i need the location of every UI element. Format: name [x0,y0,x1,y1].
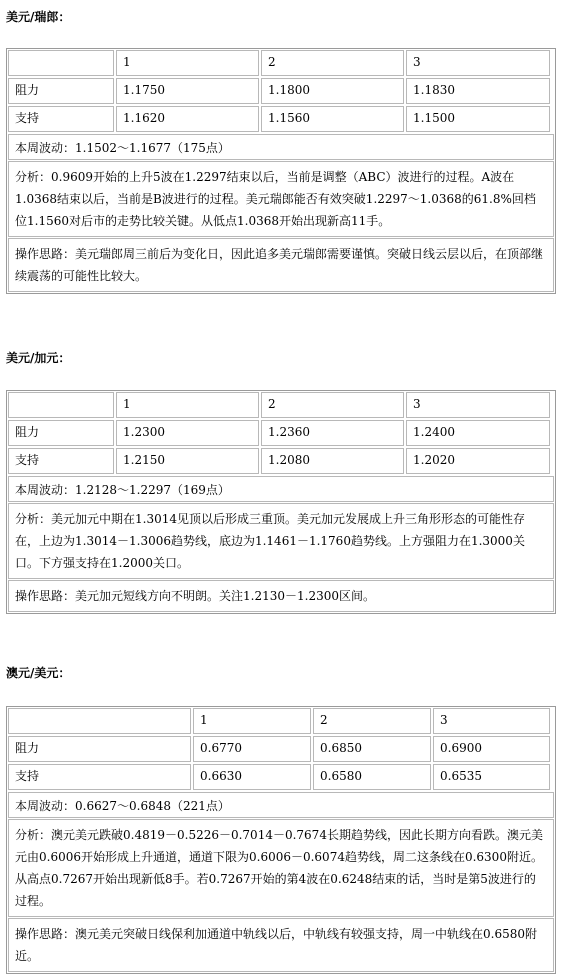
value-cell: 1.2300 [116,420,259,446]
weekly-range: 本周波动：0.6627～0.6848（221点） [8,792,554,818]
value-cell: 1.1500 [406,106,550,132]
value-cell: 1.1620 [116,106,259,132]
section-title: 澳元/美元： [6,666,71,680]
header-row [7,391,555,419]
value-cell: 0.6535 [433,764,550,790]
resistance-row [7,77,555,105]
value-cell: 1.2150 [116,448,259,474]
header-cell-1: 1 [116,50,259,76]
analysis-text: 分析：美元加元中期在1.3014见顶以后形成三重顶。美元加元发展成上升三角形形态的可能性存在，上边为1.3014－1.3006趋势线，底边为1.1461－1.1760趋势线。上方强阻力在1.3000关口。下方强支持在1.2000关口。 [8,503,554,579]
weekly-range: 本周波动：1.2128～1.2297（169点） [8,476,554,502]
row-label: 支持 [8,448,114,474]
level-table [6,706,556,974]
resistance-row [7,735,555,763]
analysis-text: 分析：澳元美元跌破0.4819－0.5226－0.7014－0.7674长期趋势线，因此长期方向看跌。澳元美元由0.6006开始形成上升通道，通道下限为0.6006－0.6074趋势线，周二这条线在0.6300附近。从高点0.7267开始出现新低8手。若0.7267开始的第4波在0.6248结束的话，当时是第5波进行的过程。 [8,819,554,917]
section-title: 美元/加元： [6,351,71,365]
header-cell-empty [8,708,191,734]
header-row [7,707,555,735]
level-table [6,48,556,294]
row-label: 支持 [8,764,191,790]
value-cell: 0.6630 [193,764,311,790]
value-cell: 1.2020 [406,448,550,474]
value-cell: 0.6580 [313,764,431,790]
support-row [7,763,555,791]
value-cell: 1.1750 [116,78,259,104]
section-title: 美元/瑞郎： [6,10,71,24]
value-cell: 1.1830 [406,78,550,104]
strategy-text: 操作思路：美元瑞郎周三前后为变化日，因此追多美元瑞郎需要谨慎。突破日线云层以后，在顶部继续震荡的可能性比较大。 [8,238,554,292]
strategy-text: 操作思路：澳元美元突破日线保利加通道中轨线以后，中轨线有较强支持，周一中轨线在0.6580附近。 [8,918,554,972]
header-cell-3: 3 [406,392,550,418]
support-row [7,447,555,475]
value-cell: 1.2400 [406,420,550,446]
header-row [7,49,555,77]
header-cell-1: 1 [116,392,259,418]
analysis-text: 分析：0.9609开始的上升5波在1.2297结束以后，当前是调整（ABC）波进行的过程。A波在1.0368结束以后，当前是B波进行的过程。美元瑞郎能否有效突破1.2297～1.0368的61.8%回档位1.1560对后市的走势比较关键。从低点1.0368开始出现新高11手。 [8,161,554,237]
header-cell-3: 3 [433,708,550,734]
value-cell: 0.6770 [193,736,311,762]
resistance-row [7,419,555,447]
level-table [6,390,556,614]
header-cell-1: 1 [193,708,311,734]
row-label: 阻力 [8,736,191,762]
value-cell: 1.1560 [261,106,404,132]
value-cell: 0.6850 [313,736,431,762]
row-label: 阻力 [8,78,114,104]
header-cell-empty [8,392,114,418]
row-label: 支持 [8,106,114,132]
value-cell: 0.6900 [433,736,550,762]
weekly-range: 本周波动：1.1502～1.1677（175点） [8,134,554,160]
value-cell: 1.2360 [261,420,404,446]
strategy-text: 操作思路：美元加元短线方向不明朗。关注1.2130－1.2300区间。 [8,580,554,612]
row-label: 阻力 [8,420,114,446]
value-cell: 1.2080 [261,448,404,474]
header-cell-2: 2 [313,708,431,734]
value-cell: 1.1800 [261,78,404,104]
support-row [7,105,555,133]
header-cell-3: 3 [406,50,550,76]
header-cell-2: 2 [261,392,404,418]
header-cell-empty [8,50,114,76]
header-cell-2: 2 [261,50,404,76]
